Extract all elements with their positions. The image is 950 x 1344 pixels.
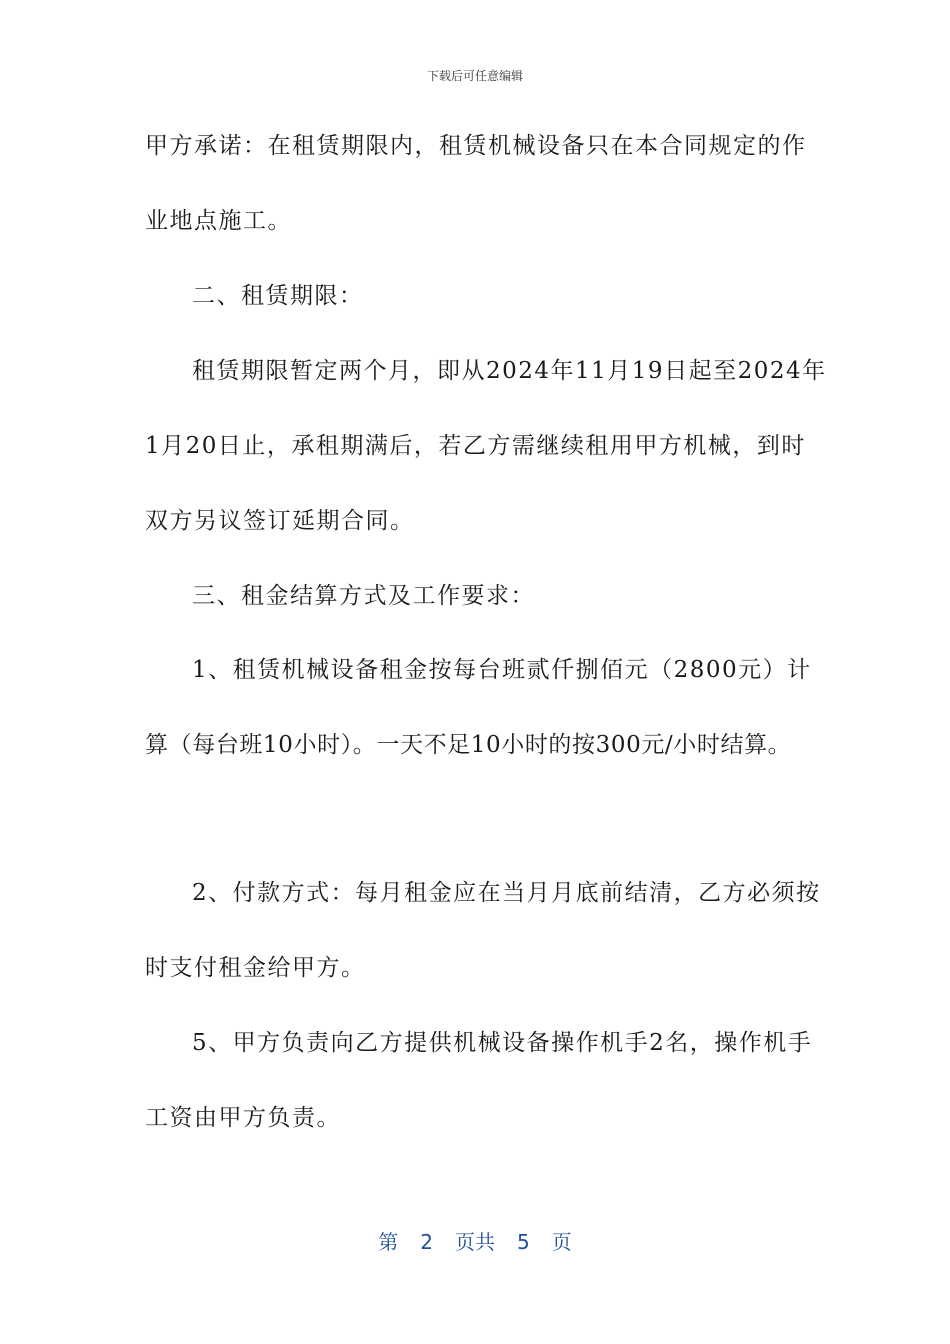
page-footer [0,1226,950,1255]
footer-middle: 页共 [455,1230,495,1254]
paragraph-line: 业地点施工。 [145,208,292,234]
paragraph-line: 双方另议签订延期合同。 [145,508,415,534]
paragraph-line: 5、甲方负责向乙方提供机械设备操作机手2名，操作机手 [192,1030,813,1056]
section-heading: 二、租赁期限： [192,283,364,309]
footer-prefix: 第 [378,1230,399,1254]
paragraph-line: 租赁期限暂定两个月，即从2024年11月19日起至2024年 [192,358,827,384]
section-heading: 三、租金结算方式及工作要求： [192,583,535,609]
paragraph-line: 1、租赁机械设备租金按每台班贰仟捌佰元（2800元）计 [192,657,812,683]
paragraph-line: 2、付款方式：每月租金应在当月月底前结清，乙方必须按 [192,880,821,906]
paragraph-line: 甲方承诺：在租赁期限内，租赁机械设备只在本合同规定的作 [145,133,807,159]
paragraph-line: 算（每台班10小时）。一天不足10小时的按300元/小时结算。 [145,732,792,758]
footer-suffix: 页 [551,1230,572,1254]
footer-page-number: 2 [420,1230,433,1254]
paragraph-line: 工资由甲方负责。 [145,1105,341,1131]
paragraph-line: 时支付租金给甲方。 [145,955,366,981]
page-header: 下载后可任意编辑 [426,69,523,83]
paragraph-line: 1月20日止，承租期满后，若乙方需继续租用甲方机械，到时 [145,433,806,459]
footer-total-pages: 5 [517,1230,530,1254]
